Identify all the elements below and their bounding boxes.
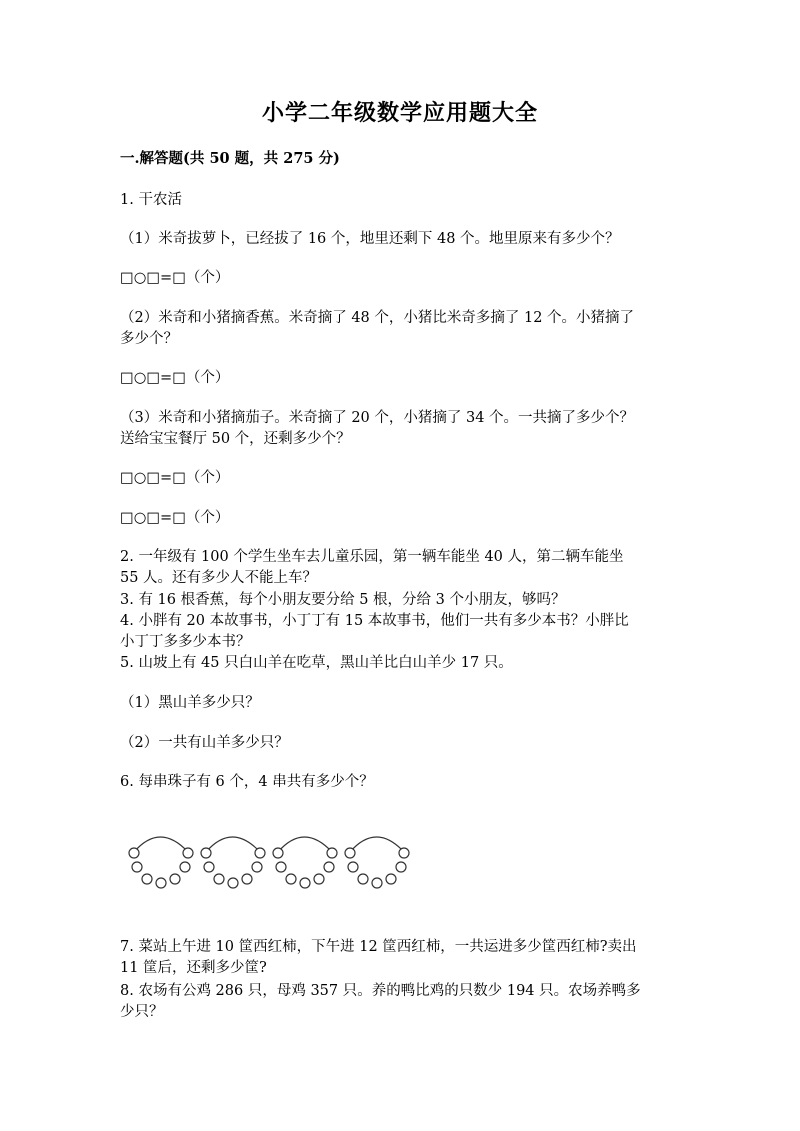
bead-string-1 [129, 837, 193, 888]
question-8-line-1: 8. 农场有公鸡 286 只，母鸡 357 只。养的鸭比鸡的只数少 194 只。农场养鸭多 [120, 983, 641, 999]
answer-blank: □○□=□（个） [120, 510, 230, 526]
question-1-part-2-line-2: 多少个？ [120, 331, 178, 347]
question-5: 5. 山坡上有 45 只白山羊在吃草，黑山羊比白山羊少 17 只。 [120, 655, 513, 671]
question-1-part-3-line-1: （3）米奇和小猪摘茄子。米奇摘了 20 个，小猪摘了 34 个。一共摘了多少个？ [120, 410, 635, 426]
question-1-heading: 1. 干农活 [120, 192, 182, 208]
bead-string-3 [273, 837, 337, 888]
question-2-line-1: 2. 一年级有 100 个学生坐车去儿童乐园，第一辆车能坐 40 人，第二辆车能坐 [120, 549, 624, 565]
bead-strings-illustration [120, 822, 440, 894]
section-heading: 一.解答题(共 50 题，共 275 分) [120, 150, 340, 167]
question-4-line-1: 4. 小胖有 20 本故事书，小丁丁有 15 本故事书，他们一共有多少本书？小胖比 [120, 613, 629, 629]
question-7-line-1: 7. 菜站上午进 10 筐西红柿，下午进 12 筐西红柿，一共运进多少筐西红柿?卖出 [120, 939, 637, 955]
page-title: 小学二年级数学应用题大全 [261, 100, 538, 126]
question-5-part-2: （2）一共有山羊多少只？ [120, 735, 289, 751]
question-1-part-1: （1）米奇拔萝卜，已经拔了 16 个，地里还剩下 48 个。地里原来有多少个？ [120, 231, 620, 247]
answer-blank: □○□=□（个） [120, 470, 230, 486]
answer-blank: □○□=□（个） [120, 270, 230, 286]
bead-string-2 [201, 837, 265, 888]
bead-string-4 [345, 837, 409, 888]
question-3: 3. 有 16 根香蕉，每个小朋友要分给 5 根，分给 3 个小朋友，够吗？ [120, 592, 566, 608]
question-6: 6. 每串珠子有 6 个，4 串共有多少个？ [120, 774, 374, 790]
question-7-line-2: 11 筐后，还剩多少筐? [120, 960, 267, 976]
question-8-line-2: 少只？ [120, 1004, 164, 1020]
question-5-part-1: （1）黑山羊多少只？ [120, 695, 260, 711]
question-1-part-3-line-2: 送给宝宝餐厅 50 个，还剩多少个？ [120, 431, 351, 447]
question-4-line-2: 小丁丁多多少本书？ [120, 634, 251, 650]
answer-blank: □○□=□（个） [120, 370, 230, 386]
question-1-part-2-line-1: （2）米奇和小猪摘香蕉。米奇摘了 48 个，小猪比米奇多摘了 12 个。小猪摘了 [120, 310, 635, 326]
question-2-line-2: 55 人。还有多少人不能上车？ [120, 570, 318, 586]
